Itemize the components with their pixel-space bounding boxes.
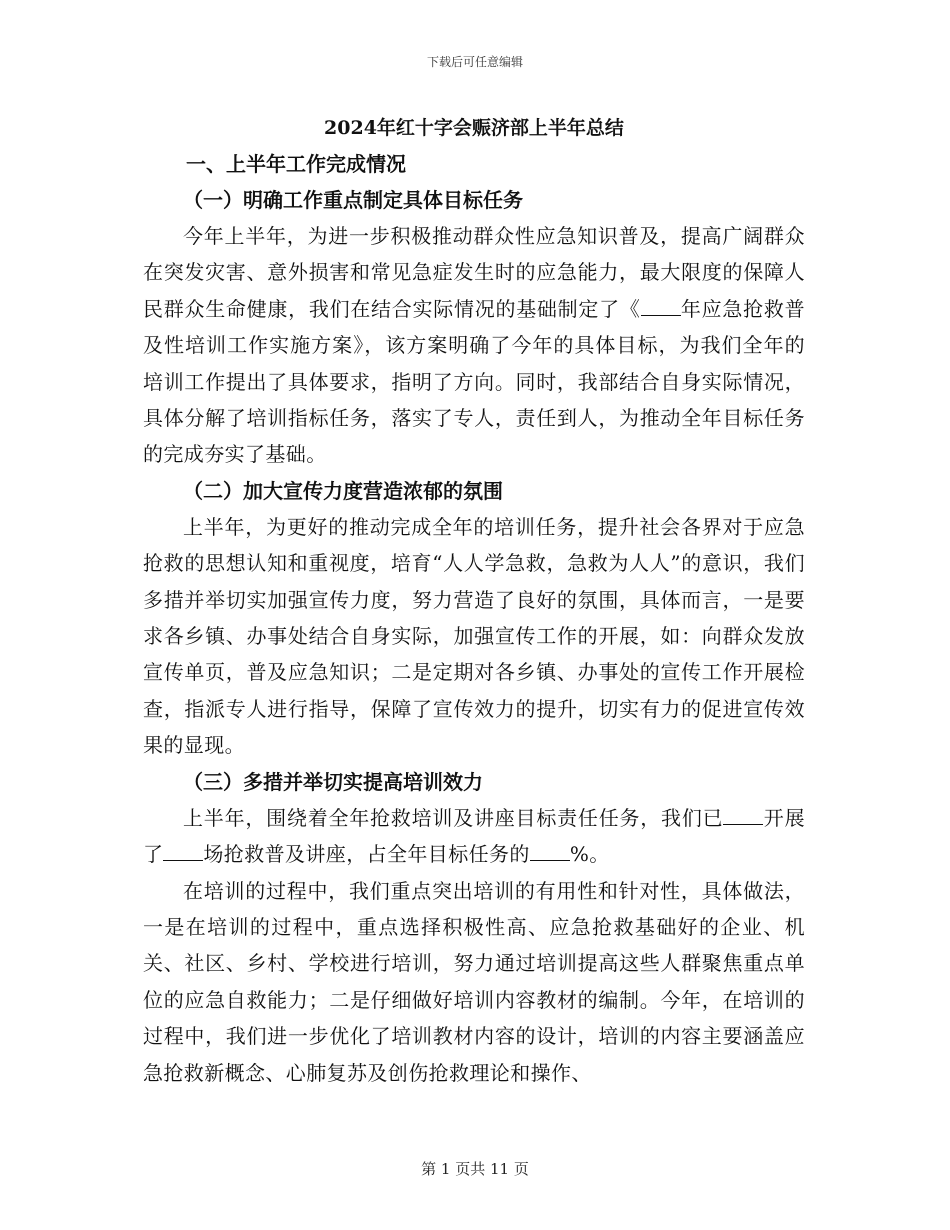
document-body [143, 110, 805, 1091]
fill-blank [723, 806, 763, 825]
page-header-note: 下载后可任意编辑 [426, 55, 523, 69]
document-title: 2024年红十字会赈济部上半年总结 [324, 117, 624, 139]
page-number-footer: 第 1 页共 11 页 [421, 1160, 529, 1178]
paragraph-4: 在培训的过程中，我们重点突出培训的有用性和针对性，具体做法，一是在培训的过程中，重点选择积极性高、应急抢救基础好的企业、机关、社区、乡村、学校进行培训，努力通过培训提高这些人群聚焦重点单位的应急自救能力；二是仔细做好培训内容教材的编制。今年，在培训的过程中，我们进一步优化了培训教材内容的设计，培训的内容主要涵盖应急抢救新概念、心肺复苏及创伤抢救理论和操作、 [143, 878, 805, 1085]
paragraph-3-part-a: 上半年，围绕着全年抢救培训及讲座目标责任任务，我们已 [183, 805, 724, 830]
paragraph-1 [143, 218, 805, 473]
paragraph-3-part-c: 场抢救普及讲座，占全年目标任务的 [203, 842, 530, 867]
paragraph-1-part-a: 今年上半年，为进一步积极推动群众性应急知识普及，提高广阔群众在突发灾害、意外损害和常见急症发生时的应急能力，最大限度的保障人民群众生命健康，我们在结合实际情况的基础制定了《 [143, 224, 805, 321]
paragraph-3-part-b: 开展了 [143, 805, 805, 867]
paragraph-1-part-b: 年应急抢救普及性培训工作实施方案》，该方案明确了今年的具体目标，为我们全年的培训工作提出了具体要求，指明了方向。同时，我部结合自身实际情况，具体分解了培训指标任务，落实了专人，责任到人，为推动全年目标任务的完成夯实了基础。 [143, 296, 805, 467]
section-heading-1: 一、上半年工作完成情况 [186, 152, 406, 176]
fill-blank [641, 297, 681, 316]
subsection-heading-2: （二）加大宣传力度营造浓郁的氛围 [183, 478, 503, 503]
fill-blank [530, 842, 570, 861]
fill-blank [163, 842, 203, 861]
subsection-heading-3: （三）多措并举切实提高培训效力 [183, 769, 483, 794]
subsection-heading-1: （一）明确工作重点制定具体目标任务 [183, 188, 523, 212]
paragraph-3-part-d: %。 [569, 842, 610, 867]
paragraph-3 [143, 800, 805, 873]
paragraph-2: 上半年，为更好的推动完成全年的培训任务，提升社会各界对于应急抢救的思想认知和重视度，培育“人人学急救，急救为人人”的意识，我们多措并举切实加强宣传力度，努力营造了良好的氛围，具体而言，一是要求各乡镇、办事处结合自身实际，加强宣传工作的开展，如：向群众发放宣传单页，普及应急知识；二是定期对各乡镇、办事处的宣传工作开展检查，指派专人进行指导，保障了宣传效力的提升，切实有力的促进宣传效果的显现。 [143, 514, 805, 758]
